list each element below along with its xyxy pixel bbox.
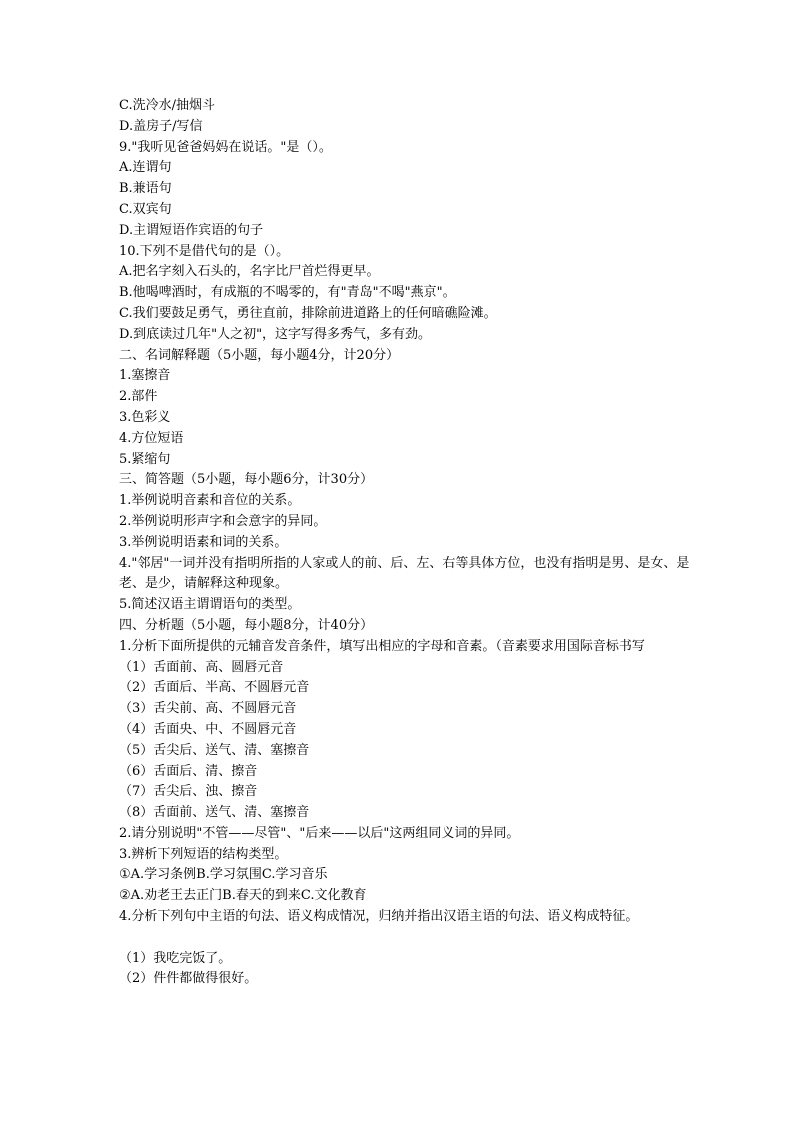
question-9: 9."我听见爸爸妈妈在说话。"是（）。 <box>119 139 332 155</box>
q10-option-d: D.到底读过几年"人之初"，这字写得多秀气，多有劲。 <box>119 326 432 342</box>
q9-option-d: D.主谓短语作宾语的句子 <box>119 222 264 238</box>
analysis-1: 1.分析下面所提供的元辅音发音条件，填写出相应的字母和音素。（音素要求用国际音标书写 <box>119 638 645 654</box>
short-answer-2: 2.举例说明形声字和会意字的异同。 <box>119 513 327 529</box>
short-answer-1: 1.举例说明音素和音位的关系。 <box>119 493 301 509</box>
q9-option-b: B.兼语句 <box>119 181 172 197</box>
analysis-1-item-7: （7）舌尖后、浊、擦音 <box>119 784 258 800</box>
q10-option-c: C.我们要鼓足勇气，勇往直前，排除前进道路上的任何暗礁险滩。 <box>119 305 497 321</box>
term-2: 2.部件 <box>119 389 158 405</box>
blank-line <box>119 928 709 949</box>
option-d-line: D.盖房子/写信 <box>119 118 203 134</box>
analysis-1-item-4: （4）舌面央、中、不圆唇元音 <box>119 721 297 737</box>
term-3: 3.色彩义 <box>119 409 171 425</box>
short-answer-3: 3.举例说明语素和词的关系。 <box>119 534 288 550</box>
analysis-4-sentence-1: （1）我吃完饭了。 <box>119 950 232 966</box>
analysis-3-group-1: ①A.学习条例B.学习氛围C.学习音乐 <box>119 867 328 883</box>
analysis-1-item-3: （3）舌尖前、高、不圆唇元音 <box>119 701 297 717</box>
analysis-1-item-1: （1）舌面前、高、圆唇元音 <box>119 659 284 675</box>
q9-option-c: C.双宾句 <box>119 201 172 217</box>
analysis-3-group-2: ②A.劝老王去正门B.春天的到来C.文化教育 <box>119 888 367 904</box>
term-1: 1.塞擦音 <box>119 368 171 384</box>
option-c-line: C.洗冷水/抽烟斗 <box>119 98 215 113</box>
analysis-4: 4.分析下列句中主语的句法、语义构成情况，归纳并指出汉语主语的句法、语义构成特征。 <box>119 909 639 925</box>
document-page <box>119 96 709 990</box>
question-10: 10.下列不是借代句的是（）。 <box>119 243 290 259</box>
term-4: 4.方位短语 <box>119 430 184 446</box>
q9-option-a: A.连谓句 <box>119 160 172 176</box>
analysis-3: 3.辨析下列短语的结构类型。 <box>119 846 288 862</box>
analysis-1-item-6: （6）舌面后、清、擦音 <box>119 763 258 779</box>
analysis-1-item-8: （8）舌面前、送气、清、塞擦音 <box>119 805 310 821</box>
short-answer-4: 4."邻居"一词并没有指明所指的人家或人的前、后、左、右等具体方位，也没有指明是男、是女、是老、是少，请解释这种现象。 <box>119 555 690 592</box>
short-answer-5: 5.简述汉语主谓谓语句的类型。 <box>119 597 301 613</box>
term-5: 5.紧缩句 <box>119 451 171 467</box>
analysis-1-item-5: （5）舌尖后、送气、清、塞擦音 <box>119 742 310 758</box>
section-2-heading: 二、名词解释题（5小题，每小题4分，计20分） <box>119 347 400 363</box>
q10-option-a: A.把名字刻入石头的，名字比尸首烂得更早。 <box>119 264 380 280</box>
section-4-heading: 四、分析题（5小题，每小题8分，计40分） <box>119 617 374 633</box>
analysis-2: 2.请分别说明"不管——尽管"、"后来——以后"这两组同义词的异同。 <box>119 825 520 841</box>
section-3-heading: 三、简答题（5小题，每小题6分，计30分） <box>119 472 374 488</box>
q10-option-b: B.他喝啤酒时，有成瓶的不喝零的，有"青岛"不喝"燕京"。 <box>119 285 456 301</box>
analysis-4-sentence-2: （2）件件都做得很好。 <box>119 971 258 987</box>
analysis-1-item-2: （2）舌面后、半高、不圆唇元音 <box>119 680 310 696</box>
